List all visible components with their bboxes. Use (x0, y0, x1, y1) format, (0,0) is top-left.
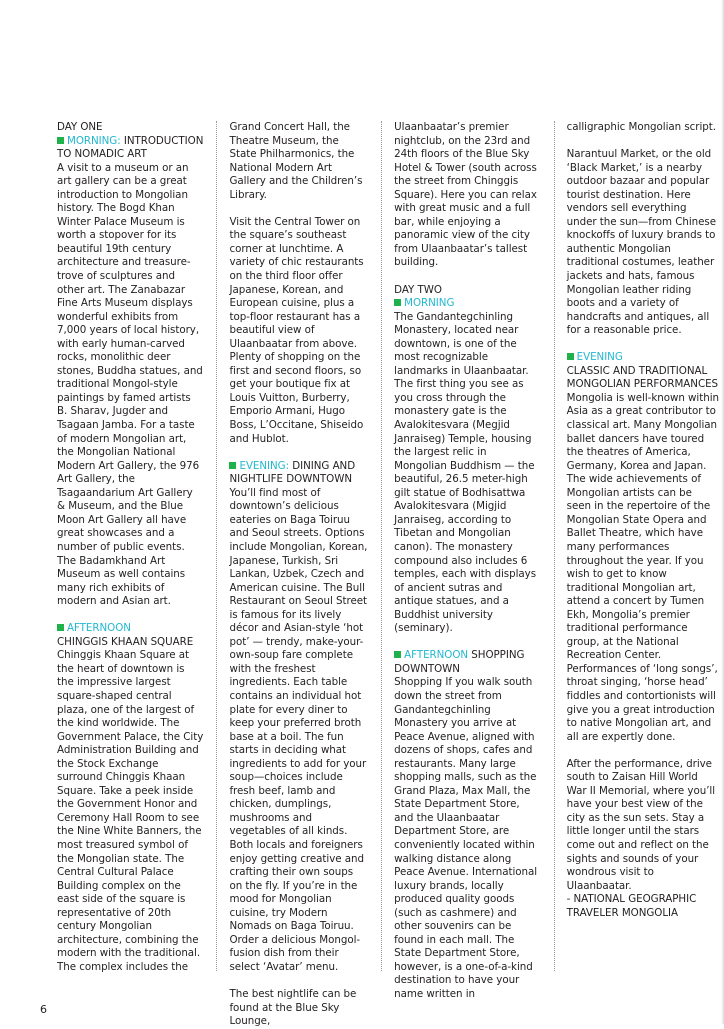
morning-label: MORNING: (67, 134, 121, 147)
article-credit: - NATIONAL GEOGRAPHIC TRAVELER MONGOLIA (566, 893, 697, 919)
nightlife-continued-section (394, 121, 540, 270)
day-two-afternoon-title: SHOPPING DOWNTOWN (394, 649, 525, 675)
nightlife-continued-body: Ulaanbaatar’s premier nightclub, on the 23rd and 24th floors of the Blue Sky Hotel & Tower (south across the street from Chinggis Square). Here you can relax with great music and a full bar, while enjoying a panoramic view of the city from Ulaanbaatar’s tallest building. (394, 121, 537, 269)
zaisan-hill-body: After the performance, drive south to Zaisan Hill World War II Memorial, where you’ll have your best view of the city as the sun sets. Stay a little longer until the stars come out and reflect on the sights and sounds of your wondrous visit to Ulaanbaatar. (566, 757, 716, 892)
afternoon-label: AFTERNOON (67, 622, 131, 635)
day-two-afternoon-section (394, 649, 540, 1001)
day-one-afternoon-section (57, 622, 203, 974)
column-1 (57, 121, 216, 971)
green-square-icon (57, 624, 64, 631)
day-two-afternoon-body: Shopping If you walk south down the street from Gandantegchinling Monastery you arrive at Peace Avenue, aligned with dozens of shops, cafes and restaurants. Many large shopping malls, such as the Grand Plaza, Max Mall, the State Department Store, and the Ulaanbaatar Department Store, are conveniently located within walking distance along Peace Avenue. International luxury brands, locally produced quality goods (such as cashmere) and other souvenirs can be found in each mall. The State Department Store, however, is a one-of-a-kind destination to have your name written in (394, 676, 538, 1000)
article-columns (57, 121, 719, 1028)
evening-label: EVENING: (239, 459, 290, 472)
shopping-continued-section (567, 121, 719, 338)
green-square-icon (229, 462, 236, 469)
day-one-morning-section (57, 121, 203, 609)
narantuul-market-body: Narantuul Market, or the old ‘Black Market,’ is a nearby outdoor bazaar and popular tourist destination. Here vendors sell everything under the sun—from Chinese knockoffs of luxury brands to authentic Mongolian traditional costumes, leather jackets and hats, famous Mongolian leather riding boots and a variety of handcrafts and antiques, all for a reasonable price. (566, 148, 717, 337)
morning-heading (57, 135, 203, 162)
green-square-icon (567, 353, 574, 360)
day-two-morning-label: MORNING (404, 297, 455, 310)
day-two-evening-title: CLASSIC AND TRADITIONAL MONGOLIAN PERFORMANCES (566, 364, 719, 391)
green-square-icon (57, 137, 64, 144)
green-square-icon (394, 651, 401, 658)
shopping-continued-body: calligraphic Mongolian script. (566, 121, 716, 133)
afternoon-continued-section (229, 121, 368, 446)
column-4 (554, 121, 719, 971)
afternoon-continued-body: Grand Concert Hall, the Theatre Museum, the State Philharmonics, the National Modern Art Gallery and the Children’s Library. (229, 121, 363, 201)
afternoon-heading (57, 622, 203, 636)
day-two-evening-heading (567, 351, 719, 365)
evening-title: DINING AND NIGHTLIFE DOWNTOWN (229, 459, 356, 486)
day-two-evening-section (567, 351, 719, 920)
day-one-evening-section (229, 460, 368, 1029)
page-number: 6 (40, 1003, 47, 1016)
nightlife-body: The best nightlife can be found at the Blue Sky Lounge, (229, 988, 357, 1028)
day-one-heading: DAY ONE (57, 121, 103, 133)
day-two-afternoon-label: AFTERNOON (404, 649, 469, 662)
day-two-heading: DAY TWO (394, 283, 442, 296)
column-3 (381, 121, 553, 1000)
day-two-morning-body: The Gandantegchinling Monastery, located near downtown, is one of the most recognizable landmarks in Ulaanbaatar. The first thing you see as you cross through the monastery gate is the Avalokitesvara (Megjid Janraiseg) Temple, housing the largest relic in Mongolian Buddhism — the beautiful, 26.5 meter-high gilt statue of Bodhisattwa Avalokitesvara (Migjid Janraiseg, according to Tibetan and Mongolian canon). The monastery compound also includes 6 temples, each with displays of ancient sutras and antique statues, and a Buddhist university (seminary). (394, 310, 537, 635)
green-square-icon (394, 299, 401, 306)
morning-title: INTRODUCTION TO NOMADIC ART (57, 134, 204, 161)
day-two-morning-section (394, 284, 540, 636)
day-two-afternoon-heading (394, 649, 540, 676)
afternoon-title: CHINGGIS KHAAN SQUARE (57, 635, 194, 648)
day-two-morning-heading (394, 297, 540, 311)
day-two-evening-label: EVENING (576, 351, 623, 364)
morning-body: A visit to a museum or an art gallery can be a great introduction to Mongolian history. The Bogd Khan Winter Palace Museum is worth a stopover for its beautiful 19th century architecture and treasure-trove of sculptures and other art. The Zanabazar Fine Arts Museum displays wonderful exhibits from 7,000 years of local history, with early human-carved rocks, monolithic deer stones, Buddha statues, and traditional Mongol-style paintings by famed artists B. Sharav, Jugder and Tsagaan Jamba. For a taste of modern Mongolian art, the Mongolian National Modern Art Gallery, the 976 Art Gallery, the Tsagaandarium Art Gallery & Museum, and the Blue Moon Art Gallery all have great showcases and a number of public events. The Badamkhand Art Museum as well contains many rich exhibits of modern and Asian art. (57, 161, 203, 608)
evening-heading (229, 460, 368, 487)
day-two-evening-body: Mongolia is well-known within Asia as a great contributor to classical art. Many Mongolian ballet dancers have toured the theatres of America, Germany, Korea and Japan. The wide achievements of Mongolian artists can be seen in the repertoire of the Mongolian State Opera and Ballet Theatre, which have many performances throughout the year. If you wish to get to know traditional Mongolian art, attend a concert by Tumen Ekh, Mongolia’s premier traditional performance group, at the National Recreation Center. Performances of ‘long songs’, throat singing, ‘horse head’ fiddles and contortionists will give you a great introduction to native Mongolian art, and all are expertly done. (566, 391, 719, 743)
central-tower-body: Visit the Central Tower on the square’s southeast corner at lunchtime. A variety of chic restaurants on the third floor offer Japanese, Korean, and European cuisine, plus a top-floor restaurant has a beautiful view of Ulaanbaatar from above. Plenty of shopping on the first and second floors, so get your boutique fix at Louis Vuitton, Burberry, Emporio Armani, Hugo Boss, L’Occitane, Shiseido and Hublot. (229, 215, 364, 445)
column-2 (216, 121, 381, 1028)
afternoon-body: Chinggis Khaan Square at the heart of downtown is the impressive largest square-shaped central plaza, one of the largest of the kind worldwide. The Government Palace, the City Administration Building and the Stock Exchange surround Chinggis Khaan Square. Take a peek inside the Government Honor and Ceremony Hall Room to see the Nine White Banners, the most treasured symbol of the Mongolian state. The Central Cultural Palace Building complex on the east side of the square is representative of 20th century Mongolian architecture, combining the modern with the traditional. The complex includes the (57, 649, 204, 973)
evening-body: You’ll find most of downtown’s delicious eateries on Baga Toiruu and Seoul streets. Options include Mongolian, Korean, Japanese, Turkish, Sri Lankan, Uzbek, Czech and American cuisine. The Bull Restaurant on Seoul Street is famous for its lively décor and Asian-style ‘hot pot’ — trendy, make-your-own-soup fare complete with the freshest ingredients. Each table contains an individual hot plate for every diner to keep your preferred broth base at a boil. The fun starts in deciding what ingredients to add for your soup—choices include fresh beef, lamb and chicken, dumplings, mushrooms and vegetables of all kinds. Both locals and foreigners enjoy getting creative and crafting their own soups on the fly. If you’re in the mood for Mongolian cuisine, try Modern Nomads on Baga Toiruu. Order a delicious Mongol-fusion dish from their select ‘Avatar’ menu. (229, 486, 368, 973)
